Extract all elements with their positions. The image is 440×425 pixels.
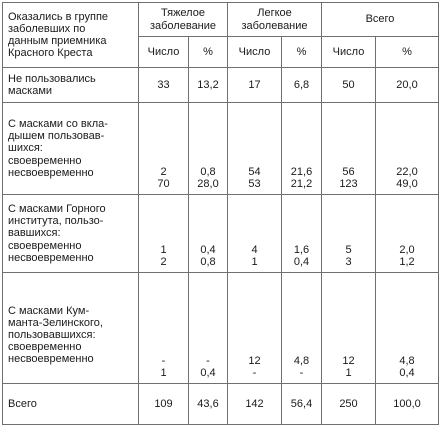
cell-severe-count	[139, 273, 189, 384]
value-line: -	[161, 354, 166, 367]
row-label-line: своевременно	[8, 239, 82, 252]
value-line: 2	[160, 255, 167, 268]
header-group-line: заболевание	[241, 19, 308, 32]
cell-mild-percent	[282, 195, 322, 273]
header-group-mild	[228, 3, 322, 37]
value-line: 54	[248, 165, 261, 178]
cell-total-percent	[376, 195, 439, 273]
cell-total-count	[322, 195, 376, 273]
value-line: 123	[339, 177, 358, 190]
header-row-label-line: Оказались в группе	[8, 10, 109, 23]
value-line: 1,2	[399, 255, 415, 268]
header-group-line: Тяжелое	[161, 7, 205, 20]
value-line: 0,8	[200, 165, 216, 178]
header-sub-count: Число	[228, 37, 282, 68]
cell-mild-percent	[282, 103, 322, 195]
table-row	[3, 273, 439, 384]
header-sub-percent: %	[282, 37, 322, 68]
cell-total-count	[322, 273, 376, 384]
row-label-line: несвоевременно	[8, 166, 94, 179]
value-line: 49,0	[396, 177, 418, 190]
value-line: 22,0	[396, 165, 418, 178]
value-line: 53	[248, 177, 261, 190]
value-line: 4,8	[293, 354, 310, 367]
table-row	[3, 195, 439, 273]
row-label-line: несвоевременно	[8, 251, 94, 264]
cell-total-percent	[376, 273, 439, 384]
value-line: 1	[345, 366, 352, 379]
table-row-total	[3, 384, 439, 425]
row-label	[3, 103, 139, 195]
header-group-severe	[139, 3, 228, 37]
header-sub-count: Число	[322, 37, 376, 68]
cell-total-count: 250	[322, 384, 376, 425]
cell-mild-percent: 56,4	[282, 384, 322, 425]
value-line: 0,4	[200, 243, 216, 256]
value-line: 1	[251, 255, 258, 268]
value-line: -	[252, 366, 257, 379]
header-sub-count: Число	[139, 37, 189, 68]
value-line: 0,4	[399, 366, 415, 379]
row-label-line: Всего	[8, 397, 37, 410]
cell-total-percent: 20,0	[376, 68, 439, 103]
value-line: -	[206, 354, 210, 367]
row-label-line: своевременно	[8, 341, 82, 354]
row-label-line: вавшихся:	[8, 227, 61, 240]
value-line: 2,0	[399, 243, 415, 256]
cell-mild-count	[228, 103, 282, 195]
row-label	[3, 273, 139, 384]
value-line: 0,8	[200, 255, 216, 268]
value-line: 56	[342, 165, 355, 178]
value-line: 4	[251, 243, 258, 256]
cell-severe-count	[139, 103, 189, 195]
value-line: 12	[248, 354, 261, 367]
value-line: 2	[160, 165, 167, 178]
value-line: 21,6	[290, 165, 313, 178]
cell-mild-percent: 6,8	[282, 68, 322, 103]
cell-severe-count: 33	[139, 68, 189, 103]
value-line: 1	[160, 243, 167, 256]
cell-severe-percent	[189, 103, 228, 195]
row-label-line: шихся:	[8, 142, 43, 155]
header-group-line: заболевание	[149, 19, 217, 32]
row-label-line: своевременно	[8, 154, 82, 167]
row-label-line: пользовавшихся:	[8, 328, 96, 341]
cell-total-percent	[376, 103, 439, 195]
cell-severe-percent	[189, 195, 228, 273]
header-row-label	[3, 3, 139, 68]
cell-severe-percent	[189, 273, 228, 384]
table-row	[3, 103, 439, 195]
value-line: 0,4	[293, 255, 310, 268]
value-line: 28,0	[197, 177, 219, 190]
cell-mild-percent	[282, 273, 322, 384]
value-line: 5	[345, 243, 352, 256]
value-line: 1	[160, 366, 167, 379]
cell-total-count: 50	[322, 68, 376, 103]
header-group-line: Легкое	[257, 7, 292, 20]
cell-severe-percent: 43,6	[189, 384, 228, 425]
value-line: 12	[342, 354, 355, 367]
value-line: 3	[345, 255, 352, 268]
header-group-line: Всего	[365, 13, 395, 26]
data-table	[2, 2, 439, 425]
header-group-total	[322, 3, 439, 37]
value-line: 4,8	[399, 354, 415, 367]
row-label-line: С масками Горного	[8, 203, 106, 216]
row-label-line: манта-Зелинского,	[8, 316, 103, 329]
cell-total-count	[322, 103, 376, 195]
cell-total-percent: 100,0	[376, 384, 439, 425]
value-line: 21,2	[290, 177, 313, 190]
cell-severe-count: 109	[139, 384, 189, 425]
value-line: 0,4	[200, 366, 216, 379]
row-label-line: С масками со вкла-	[8, 118, 108, 131]
row-label	[3, 384, 139, 425]
header-row-groups	[3, 3, 439, 37]
row-label-line: дышем пользовав-	[8, 130, 105, 143]
cell-mild-count	[228, 273, 282, 384]
table-row	[3, 68, 439, 103]
row-label-line: института, пользо-	[8, 215, 104, 228]
row-label	[3, 68, 139, 103]
header-row-label-line: данным приемника	[8, 35, 107, 47]
row-label-line: Не пользовались	[8, 72, 96, 85]
cell-mild-count: 142	[228, 384, 282, 425]
cell-mild-count: 17	[228, 68, 282, 103]
value-line: 1,6	[293, 243, 310, 256]
cell-mild-count	[228, 195, 282, 273]
row-label-line: масками	[8, 85, 53, 97]
header-row-label-line: заболевших по	[8, 22, 86, 35]
row-label	[3, 195, 139, 273]
cell-severe-count	[139, 195, 189, 273]
header-sub-percent: %	[376, 37, 439, 68]
value-line: 70	[157, 177, 170, 190]
value-line: -	[299, 366, 304, 379]
header-row-label-line: Красного Креста	[8, 47, 93, 60]
cell-severe-percent: 13,2	[189, 68, 228, 103]
row-label-line: С масками Кум-	[8, 304, 90, 317]
row-label-line: несвоевременно	[8, 353, 94, 366]
header-sub-percent: %	[189, 37, 228, 68]
